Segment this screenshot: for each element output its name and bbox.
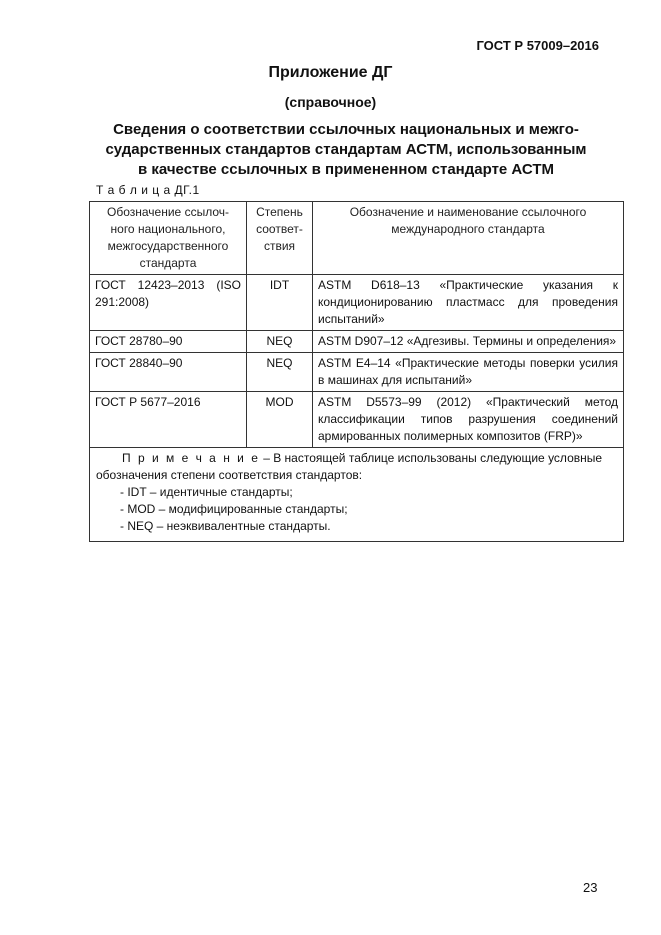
table-header-row [90, 202, 624, 275]
note-list-item: - MOD – модифицированные стандарты; [120, 502, 348, 516]
heading-line: в качестве ссылочных в примененном стандарте АСТМ [137, 161, 554, 178]
heading-line: Сведения о соответствии ссылочных национальных и межго- [113, 121, 579, 138]
note-body: – В настоящей таблице использованы следующие условные обозначения степени соответствия стандартов: [96, 451, 603, 482]
cell-international: ASTM D907–12 «Адгезивы. Термины и определения» [313, 331, 624, 353]
heading-line: сударственных стандартов стандартам АСТМ, использованным [105, 141, 587, 158]
table-row [90, 275, 624, 331]
cell-degree: NEQ [247, 331, 313, 353]
cell-degree: IDT [247, 275, 313, 331]
note-list-item: - NEQ – неэквивалентные стандарты. [120, 519, 331, 533]
header-international-standard: Обозначение и наименование ссылочного международного стандарта [313, 202, 624, 275]
note-prefix: П р и м е ч а н и е [122, 451, 260, 465]
cell-degree: NEQ [247, 353, 313, 392]
annex-title: Приложение ДГ [268, 64, 393, 81]
table-label: Т а б л и ц а ДГ.1 [96, 183, 200, 197]
table-note-row [90, 448, 624, 542]
cell-national: ГОСТ 28840–90 [90, 353, 247, 392]
cell-international: ASTM D5573–99 (2012) «Практический метод классификации типов разрушения соединений армированных полимерных композитов (FRP)» [313, 392, 624, 448]
cell-national: ГОСТ Р 5677–2016 [90, 392, 247, 448]
table-note [90, 448, 624, 542]
header-degree: Степень соответ-ствия [247, 202, 313, 275]
table-row [90, 392, 624, 448]
reference-table [89, 201, 624, 542]
note-list-item: - IDT – идентичные стандарты; [120, 485, 293, 499]
section-heading [90, 120, 602, 180]
cell-national: ГОСТ 28780–90 [90, 331, 247, 353]
cell-degree: MOD [247, 392, 313, 448]
annex-subtitle: (справочное) [284, 94, 377, 110]
standard-code: ГОСТ Р 57009–2016 [476, 38, 599, 53]
cell-national: ГОСТ 12423–2013 (ISO 291:2008) [90, 275, 247, 331]
page-number: 23 [583, 880, 598, 895]
table-row [90, 331, 624, 353]
cell-international: ASTM D618–13 «Практические указания к кондиционированию пластмасс для проведения испытаний» [313, 275, 624, 331]
note-text [96, 450, 617, 484]
cell-international: ASTM E4–14 «Практические методы поверки усилия в машинах для испытаний» [313, 353, 624, 392]
header-national-standard: Обозначение ссылоч-ного национального, межгосударственного стандарта [90, 202, 247, 275]
table-row [90, 353, 624, 392]
